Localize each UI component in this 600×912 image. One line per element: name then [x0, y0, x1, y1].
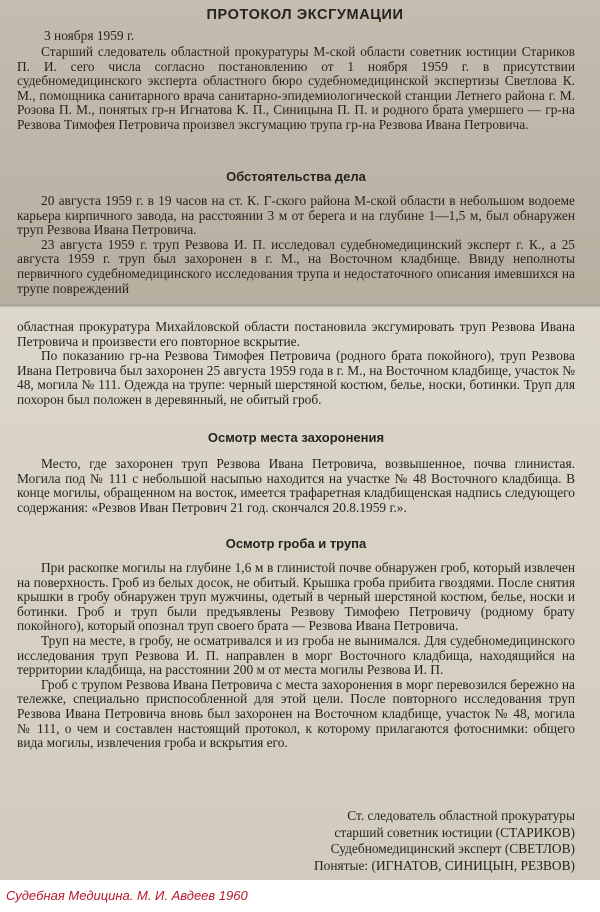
document-title: ПРОТОКОЛ ЭКСГУМАЦИИ	[206, 7, 404, 23]
paragraph: 20 августа 1959 г. в 19 часов на ст. К. Г-ского района М-ской области в небольшом водоеме карьера кирпичного завода, на расстоянии 3 м от берега и на глубине 1—1,5 м, был обнаружен труп Резвова Ивана Петровича.	[17, 193, 575, 238]
intro-block	[17, 45, 575, 133]
section2-heading-block	[17, 431, 575, 446]
photo-seam	[0, 304, 600, 307]
section1-heading-block	[17, 170, 575, 185]
paragraph: Гроб с трупом Резвова Ивана Петровича с места захоронения в морг перевозился бережно на тележке, специально приспособленной для этой цели. После повторного исследования труп Резвова Ивана Петровича вновь был захоронен на Восточном кладбище, участок № 48, могила № 111, о чем и составлен настоящий протокол, к которому прилагаются фотоснимки: общего вида могилы, извлечения гроба и вскрытия его.	[17, 676, 575, 751]
paragraph: По показанию гр-на Резвова Тимофея Петровича (родного брата покойного), труп Резвова Ивана Петровича был захоронен 25 августа 1959 года в г. М., на Восточном кладбище, участок № 48, могила № 111. Одежда на трупе: черный шерстяной костюм, белье, носки, ботинки. Труп для похорон был положен в деревянный, не обитый гроб.	[17, 348, 575, 407]
signature-line: Судебномедицинский эксперт (СВЕТЛОВ)	[330, 841, 575, 857]
signature-line: Ст. следователь областной прокуратуры	[347, 808, 575, 823]
section-heading: Осмотр места захоронения	[207, 430, 385, 445]
paragraph: 23 августа 1959 г. труп Резвова И. П. исследовал судебномедицинский эксперт г. К., а 25 августа 1959 г. труп был захоронен в г. М., на Восточном кладбище. Ввиду неполноты первичного судебномедицинского исследования трупа и недостаточного описания имевшихся на трупе повреждений	[17, 236, 575, 296]
paragraph: При раскопке могилы на глубине 1,6 м в глинистой почве обнаружен гроб, который извлечен на поверхность. Гроб из белых досок, не обитый. Крышка гроба прибита гвоздями. После снятия крышки в гробу обнаружен труп мужчины, одетый в черный шерстяной костюм, белье, носки и ботинки. Гроб и труп были предъявлены Резвову Тимофею Петровичу (родному брату покойного), который опознал труп своего брата — Резвова Ивана Петровича.	[17, 560, 575, 634]
source-caption: Судебная Медицина. М. И. Авдеев 1960	[6, 888, 248, 903]
paragraph: Место, где захоронен труп Резвова Ивана Петровича, возвышенное, почва глинистая. Могила под № 111 с небольшой насыпью находится на участке № 48 Восточного кладбища. В конце могилы, обращенном на восток, имеется трафаретная кладбищенская надпись следующего содержания: «Резвов Иван Петрович 21 год. скончался 20.8.1959 г.».	[17, 456, 575, 515]
paragraph: областная прокуратура Михайловской области постановила эксгумировать труп Резвова Ивана Петровича и произвести его повторное вскрытие.	[17, 319, 575, 349]
intro-paragraph: Старший следователь областной прокуратуры М-ской области советник юстиции Стариков П. И. сего числа согласно постановлению от 1 ноября 1959 г. в присутствии судебномедицинского эксперта областного бюро судебномедицинской экспертизы Светлова К. М., помощника санитарного врача санитарно-эпидемиологической станции Летнего района г. М. Розова П. М., понятых гр-н Игнатова К. П., Синицына П. П. и родного брата умершего — гр-на Резвова Тимофея Петровича произвел эксгумацию трупа гр-на Резвова Ивана Петровича.	[17, 44, 575, 132]
signature-line: Понятые: (ИГНАТОВ, СИНИЦЫН, РЕЗВОВ)	[313, 857, 575, 873]
section3-heading-block	[17, 537, 575, 552]
section-heading: Осмотр гроба и трупа	[225, 536, 367, 551]
signature-line: старший советник юстиции (СТАРИКОВ)	[334, 824, 575, 840]
paragraph: Труп на месте, в гробу, не осматривался и из гроба не вынимался. Для судебномедицинского исследования труп Резвова И. П. направлен в морг Восточного кладбища, находящийся на территории кладбища, на расстоянии 200 м от места могилы Резвова И. П.	[17, 632, 575, 678]
document-date: 3 ноября 1959 г.	[44, 28, 135, 43]
section1-text	[17, 194, 575, 296]
signature-block	[180, 808, 575, 874]
section2-text	[17, 457, 575, 515]
date-block	[44, 29, 244, 44]
section1-continuation	[17, 320, 575, 408]
section-heading: Обстоятельства дела	[226, 169, 366, 184]
title-block	[160, 8, 450, 23]
section3-text	[17, 561, 575, 751]
